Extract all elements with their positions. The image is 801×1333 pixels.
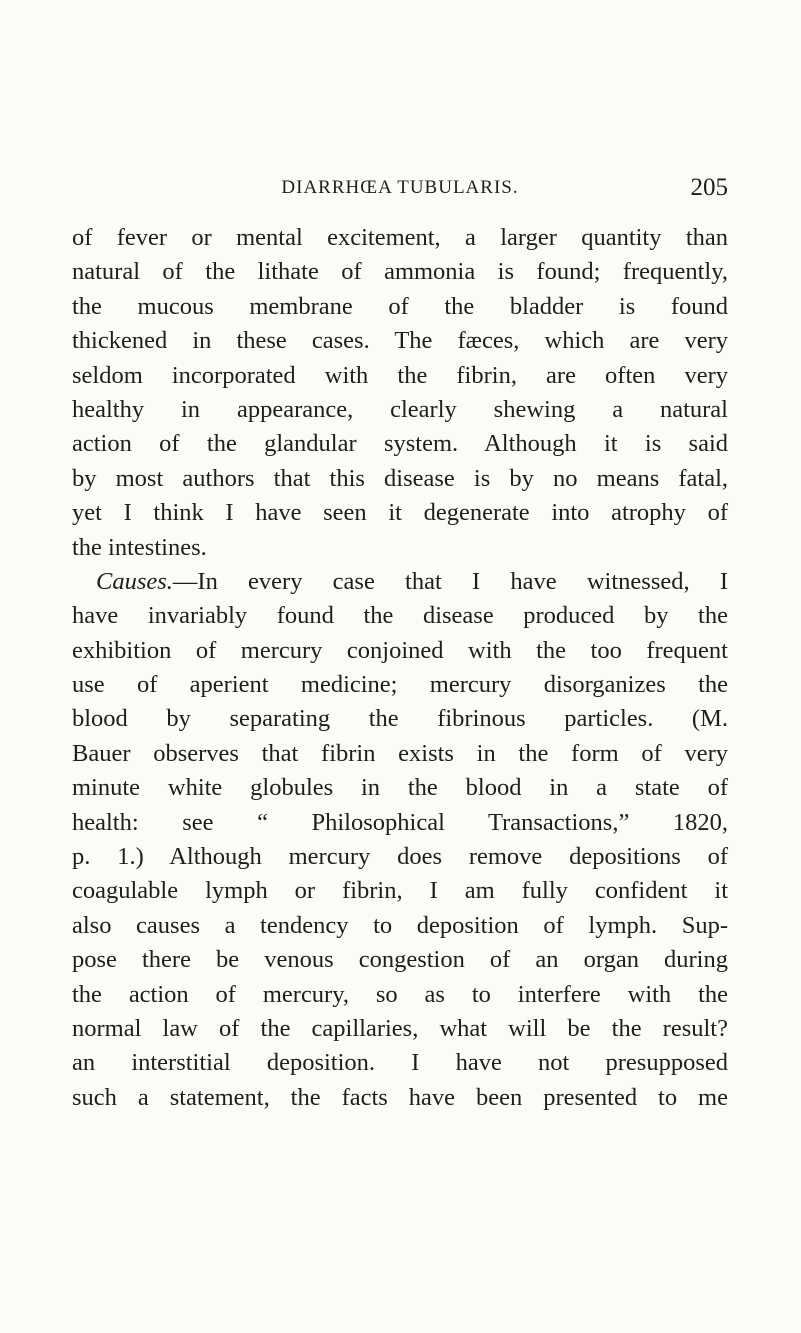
line-text: yet I think I have seen it degenerate into atrophy of — [72, 499, 728, 527]
text-line — [72, 806, 728, 840]
text-line — [72, 702, 728, 736]
line-text: natural of the lithate of ammonia is found; frequently, — [72, 258, 728, 286]
page-number: 205 — [690, 174, 728, 201]
line-text: thickened in these cases. The fæces, which are very — [72, 327, 728, 355]
line-text: blood by separating the fibrinous particles. (M. — [72, 705, 728, 733]
text-line — [72, 874, 728, 908]
section-heading: Causes. — [96, 567, 173, 595]
line-text: seldom incorporated with the fibrin, are often very — [72, 361, 728, 389]
text-line — [72, 771, 728, 805]
line-text: normal law of the capillaries, what will be the result? — [72, 1014, 728, 1042]
text-line — [72, 978, 728, 1012]
text-line — [72, 599, 728, 633]
line-text: p. 1.) Although mercury does remove depositions of — [72, 843, 728, 871]
line-text: also causes a tendency to deposition of lymph. Sup- — [72, 911, 728, 939]
text-line — [72, 427, 728, 461]
body-text — [72, 221, 728, 1115]
text-line — [72, 393, 728, 427]
text-line — [72, 909, 728, 943]
text-line — [72, 634, 728, 668]
line-text: exhibition of mercury conjoined with the too frequent — [72, 636, 728, 664]
text-line — [72, 668, 728, 702]
text-line — [72, 1046, 728, 1080]
running-title: DIARRHŒA TUBULARIS. — [281, 177, 519, 198]
text-line — [72, 943, 728, 977]
text-line — [72, 496, 728, 530]
text-line — [72, 737, 728, 771]
line-text: of fever or mental excitement, a larger quantity than — [72, 224, 728, 251]
line-text: healthy in appearance, clearly shewing a natural — [72, 395, 728, 423]
text-line — [72, 840, 728, 874]
text-line — [72, 290, 728, 324]
page-header — [72, 174, 728, 204]
text-line — [72, 462, 728, 496]
line-text: an interstitial deposition. I have not presupposed — [72, 1049, 728, 1077]
line-text: the action of mercury, so as to interfere with the — [72, 980, 728, 1008]
text-line — [72, 531, 728, 565]
text-line — [72, 1012, 728, 1046]
text-line — [72, 565, 728, 599]
line-text: the mucous membrane of the bladder is found — [72, 292, 728, 320]
text-line — [72, 255, 728, 289]
line-text: coagulable lymph or fibrin, I am fully confident it — [72, 877, 728, 905]
text-line — [72, 221, 728, 255]
line-text: minute white globules in the blood in a state of — [72, 774, 728, 802]
line-text: such a statement, the facts have been presented to me — [72, 1083, 728, 1111]
line-text: action of the glandular system. Although it is said — [72, 430, 728, 458]
line-text: health: see “ Philosophical Transactions,” 1820, — [72, 808, 728, 836]
line-text: by most authors that this disease is by no means fatal, — [72, 464, 728, 492]
line-text: Bauer observes that fibrin exists in the form of very — [72, 739, 728, 767]
line-text: have invariably found the disease produced by the — [72, 602, 728, 630]
line-text: pose there be venous congestion of an organ during — [72, 946, 728, 974]
text-line — [72, 359, 728, 393]
line-text: —In every case that I have witnessed, I — [172, 567, 728, 595]
line-text: the intestines. — [72, 533, 207, 561]
line-text: use of aperient medicine; mercury disorganizes the — [72, 671, 728, 699]
text-line — [72, 1081, 728, 1115]
text-line — [72, 324, 728, 358]
